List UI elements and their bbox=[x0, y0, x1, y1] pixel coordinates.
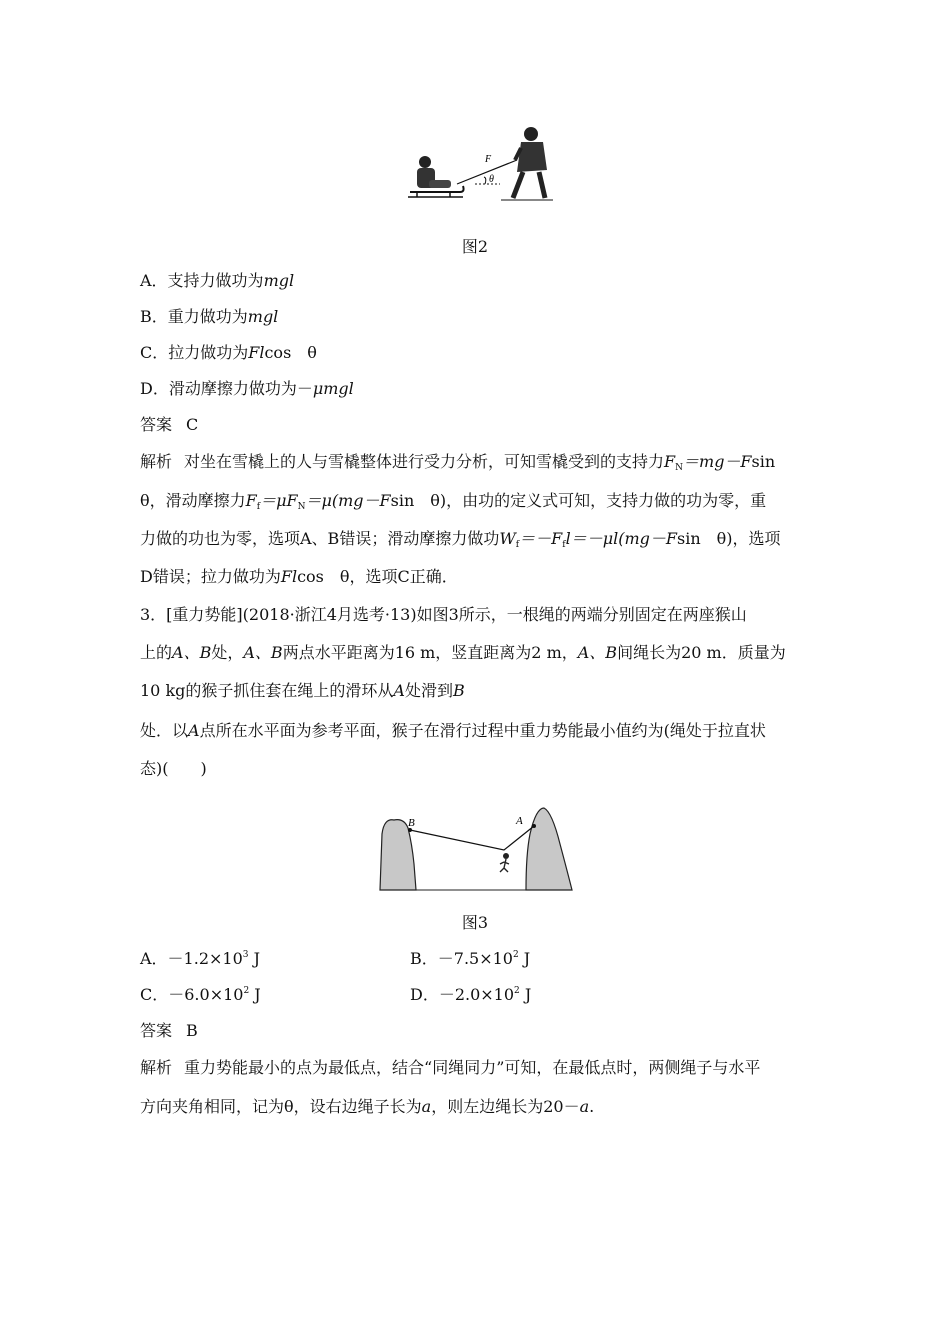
text: 间绳长为20 m．质量为 bbox=[617, 643, 786, 662]
analysis-label: 解析 bbox=[140, 1058, 173, 1077]
text: D．－2.0×10 bbox=[410, 985, 515, 1004]
figure-2-sled-illustration bbox=[405, 122, 555, 204]
q2-option-d bbox=[140, 378, 812, 400]
option-text: D．滑动摩擦力做功为－ bbox=[140, 379, 313, 398]
unit: J bbox=[519, 985, 532, 1004]
q3-analysis-line-1 bbox=[140, 1057, 812, 1079]
subscript: f bbox=[515, 540, 520, 550]
text: sin θ)，由功的定义式可知，支持力做的功为零，重 bbox=[390, 491, 767, 510]
text: A．－1.2×10 bbox=[140, 949, 243, 968]
text: l＝－μl(mg－F bbox=[565, 529, 677, 548]
answer-label: 答案 bbox=[140, 415, 173, 434]
text: D错误；拉力做功为 bbox=[140, 567, 281, 586]
q2-option-b bbox=[140, 306, 812, 328]
point-a-label: A bbox=[516, 815, 523, 827]
text: . bbox=[589, 1097, 595, 1116]
text: 两点水平距离为16 m，竖直距离为2 m， bbox=[282, 643, 578, 662]
subscript: N bbox=[297, 502, 306, 512]
q2-analysis-line-1 bbox=[140, 451, 812, 473]
right-mountain bbox=[526, 808, 572, 890]
text: sin bbox=[751, 452, 776, 471]
text: ＝μF bbox=[260, 491, 298, 510]
force-label: F bbox=[485, 154, 492, 165]
q2-analysis-line-2 bbox=[140, 490, 812, 512]
exponent: 2 bbox=[514, 986, 520, 996]
unit: J bbox=[248, 949, 261, 968]
text: θ，滑动摩擦力 bbox=[140, 491, 246, 510]
q3-line-2 bbox=[140, 642, 812, 664]
text: F bbox=[245, 491, 257, 510]
text: 上的 bbox=[140, 643, 173, 662]
text: B bbox=[452, 681, 465, 700]
option-text: B．重力做功为 bbox=[140, 307, 248, 326]
text: 对坐在雪橇上的人与雪橇整体进行受力分析，可知雪橇受到的支持力 bbox=[184, 452, 665, 471]
text: sin θ)，选项 bbox=[676, 529, 781, 548]
text: cos θ，选项C正确． bbox=[297, 567, 458, 586]
text: 力做的功也为零，选项A、B错误；滑动摩擦力做功 bbox=[140, 529, 500, 548]
text: a bbox=[579, 1097, 590, 1116]
text: 处．以 bbox=[140, 721, 189, 740]
text: A、B bbox=[577, 643, 618, 662]
answer-label: 答案 bbox=[140, 1021, 173, 1040]
text: ，则左边绳长为20－ bbox=[431, 1097, 580, 1116]
text: A bbox=[393, 681, 405, 700]
option-text: C．拉力做功为 bbox=[140, 343, 249, 362]
figure-3-monkey-mountains bbox=[376, 804, 576, 894]
text: A、B bbox=[243, 643, 283, 662]
q3-option-d bbox=[410, 984, 531, 1006]
option-text: A．支持力做功为 bbox=[140, 271, 264, 290]
answer-value: C bbox=[186, 415, 199, 434]
text: Fl bbox=[280, 567, 298, 586]
q3-options-row-1 bbox=[140, 948, 812, 970]
text: 方向夹角相同，记为 bbox=[140, 1097, 285, 1116]
text: 处， bbox=[211, 643, 244, 662]
q3-answer bbox=[140, 1020, 812, 1042]
text: ＝－F bbox=[519, 529, 563, 548]
text: ＝μ(mg－F bbox=[305, 491, 391, 510]
exponent: 2 bbox=[243, 986, 250, 996]
q3-option-b bbox=[410, 948, 530, 970]
q3-option-a bbox=[140, 948, 410, 970]
exponent: 3 bbox=[242, 950, 249, 960]
option-math: mgl bbox=[247, 307, 279, 326]
q3-analysis-line-2 bbox=[140, 1096, 812, 1118]
option-math: Fl bbox=[248, 343, 265, 362]
analysis-label: 解析 bbox=[140, 452, 173, 471]
text: θ，设右边绳子长为 bbox=[284, 1097, 422, 1116]
text: 处滑到 bbox=[404, 681, 453, 700]
q2-analysis-line-4 bbox=[140, 566, 812, 588]
unit: J bbox=[249, 985, 261, 1004]
option-math: mgl bbox=[263, 271, 295, 290]
subscript: f bbox=[256, 502, 261, 512]
text: A、B bbox=[172, 643, 212, 662]
unit: J bbox=[518, 949, 531, 968]
text: C．－6.0×10 bbox=[140, 985, 244, 1004]
text: F bbox=[664, 452, 676, 471]
point-b-label: B bbox=[408, 817, 415, 829]
subscript: N bbox=[675, 463, 684, 473]
theta-label: θ bbox=[489, 174, 494, 185]
text: 点所在水平面为参考平面，猴子在滑行过程中重力势能最小值约为(绳处于拉直状 bbox=[199, 721, 766, 740]
text: ＝mg－F bbox=[683, 452, 752, 471]
monkey-icon bbox=[500, 853, 509, 872]
text: A bbox=[188, 721, 200, 740]
q3-line-4 bbox=[140, 720, 812, 742]
q2-analysis-line-3 bbox=[140, 528, 812, 550]
exponent: 2 bbox=[512, 950, 519, 960]
q3-options-row-2 bbox=[140, 984, 812, 1006]
rope bbox=[410, 826, 534, 850]
option-tail: cos θ bbox=[264, 343, 317, 362]
q2-option-c bbox=[140, 342, 812, 364]
text: W bbox=[499, 529, 516, 548]
q3-line-1: 3．[重力势能](2018·浙江4月选考·13)如图3所示，一根绳的两端分别固定在两座猴山 bbox=[140, 605, 747, 624]
answer-value: B bbox=[186, 1021, 198, 1040]
q2-answer bbox=[140, 414, 812, 436]
subscript: f bbox=[562, 540, 566, 550]
figure-2-caption: 图2 bbox=[461, 237, 489, 256]
text: 10 kg的猴子抓住套在绳上的滑环从 bbox=[140, 681, 394, 700]
q3-line-5: 态)( ) bbox=[140, 759, 207, 778]
q3-option-c bbox=[140, 984, 410, 1006]
q2-option-a bbox=[140, 270, 812, 292]
text: a bbox=[421, 1097, 432, 1116]
text: B．－7.5×10 bbox=[410, 949, 513, 968]
text: 重力势能最小的点为最低点，结合“同绳同力”可知，在最低点时，两侧绳子与水平 bbox=[184, 1058, 761, 1077]
q3-line-3 bbox=[140, 680, 812, 702]
option-math: μmgl bbox=[312, 379, 354, 398]
figure-3-caption: 图3 bbox=[461, 913, 489, 932]
